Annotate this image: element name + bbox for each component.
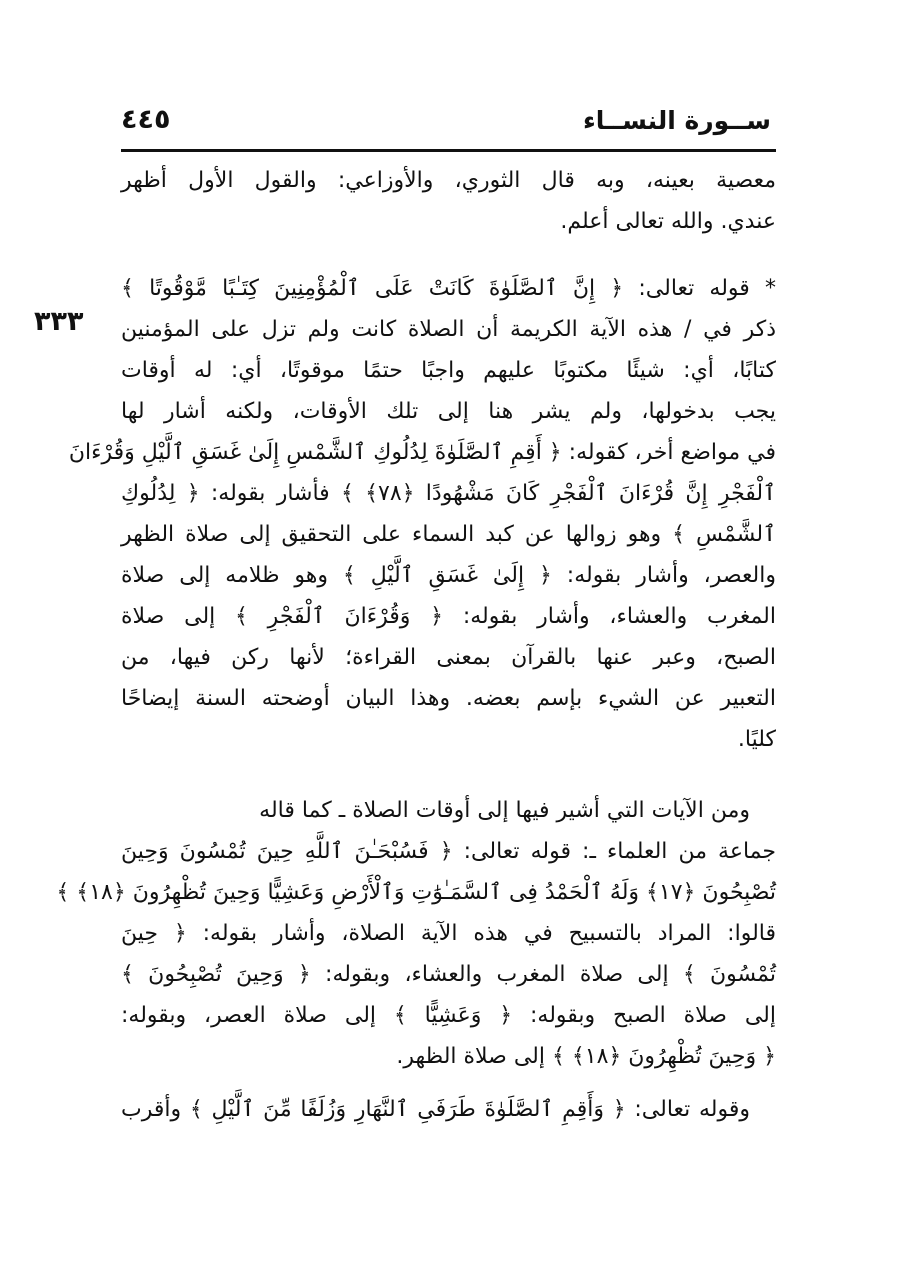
text-line: ومن الآيات التي أشير فيها إلى أوقات الصلاة ـ كما قاله (259, 798, 750, 823)
surah-title: ســورة النســاء (582, 106, 771, 135)
page-header (121, 100, 771, 150)
verse-line: تُصْبِحُونَ ﴿١٧﴾ وَلَهُ ٱلْحَمْدُ فِى ٱلسَّمَـٰوَٰتِ وَٱلْأَرْضِ وَعَشِيًّا وَحِينَ تُظْهِرُونَ ﴿١٨﴾ ﴾ (56, 880, 776, 905)
text-line: ٱلشَّمْسِ ﴾ وهو زوالها عن كبد السماء على التحقيق إلى صلاة الظهر (121, 522, 776, 547)
text-line: عندي. والله تعالى أعلم. (560, 209, 776, 234)
verse-line: * قوله تعالى: ﴿ إِنَّ ٱلصَّلَوٰةَ كَانَتْ عَلَى ٱلْمُؤْمِنِينَ كِتَـٰبًا مَّوْقُوتًا ﴾ (121, 276, 776, 301)
text-line: التعبير عن الشيء بإسم بعضه. وهذا البيان أوضحته السنة إيضاحًا (121, 686, 776, 711)
paragraph-1 (121, 160, 776, 242)
original-page-marker: ٣٣٣ (34, 306, 84, 337)
text-line: جماعة من العلماء ـ: قوله تعالى: ﴿ فَسُبْحَـٰنَ ٱللَّهِ حِينَ تُمْسُونَ وَحِينَ (121, 839, 776, 864)
paragraph-2 (68, 268, 776, 760)
text-line: ٱلْفَجْرِ إِنَّ قُرْءَانَ ٱلْفَجْرِ كَانَ مَشْهُودًا ﴿٧٨﴾ ﴾ فأشار بقوله: ﴿ لِدُلُوكِ (121, 481, 776, 506)
text-line: كليًا. (737, 727, 776, 752)
text-line: في مواضع أخر، كقوله: ﴿ أَقِمِ ٱلصَّلَوٰةَ لِدُلُوكِ ٱلشَّمْسِ إِلَىٰ غَسَقِ ٱلَّيْلِ وَقُرْءَانَ (68, 440, 776, 465)
text-line: ذكر في / هذه الآية الكريمة أن الصلاة كانت ولم تزل على المؤمنين (121, 317, 776, 342)
paragraph-4 (121, 1089, 776, 1130)
text-line: كتابًا، أي: شيئًا مكتوبًا عليهم واجبًا حتمًا موقوتًا، أي: له أوقات (121, 358, 776, 383)
text-line: إلى صلاة الصبح وبقوله: ﴿ وَعَشِيًّا ﴾ إلى صلاة العصر، وبقوله: (121, 1003, 776, 1028)
paragraph-3 (56, 790, 776, 1077)
text-line: والعصر، وأشار بقوله: ﴿ إِلَىٰ غَسَقِ ٱلَّيْلِ ﴾ وهو ظلامه إلى صلاة (121, 563, 776, 588)
page-number: ٤٤٥ (121, 104, 171, 135)
text-line: ﴿ وَحِينَ تُظْهِرُونَ ﴿١٨﴾ ﴾ إلى صلاة الظهر. (396, 1044, 776, 1069)
text-line: المغرب والعشاء، وأشار بقوله: ﴿ وَقُرْءَانَ ٱلْفَجْرِ ﴾ إلى صلاة (121, 604, 776, 629)
text-line: معصية بعينه، وبه قال الثوري، والأوزاعي: والقول الأول أظهر (121, 168, 776, 193)
text-line: يجب بدخولها، ولم يشر هنا إلى تلك الأوقات، ولكنه أشار لها (121, 399, 776, 424)
text-line: تُمْسُونَ ﴾ إلى صلاة المغرب والعشاء، وبقوله: ﴿ وَحِينَ تُصْبِحُونَ ﴾ (121, 962, 776, 987)
header-divider (121, 149, 776, 152)
text-line: وقوله تعالى: ﴿ وَأَقِمِ ٱلصَّلَوٰةَ طَرَفَىِ ٱلنَّهَارِ وَزُلَفًا مِّنَ ٱلَّيْلِ ﴾ وأقرب (121, 1097, 750, 1122)
text-line: قالوا: المراد بالتسبيح في هذه الآية الصلاة، وأشار بقوله: ﴿ حِينَ (121, 921, 776, 946)
text-line: الصبح، وعبر عنها بالقرآن بمعنى القراءة؛ لأنها ركن فيها، من (121, 645, 776, 670)
